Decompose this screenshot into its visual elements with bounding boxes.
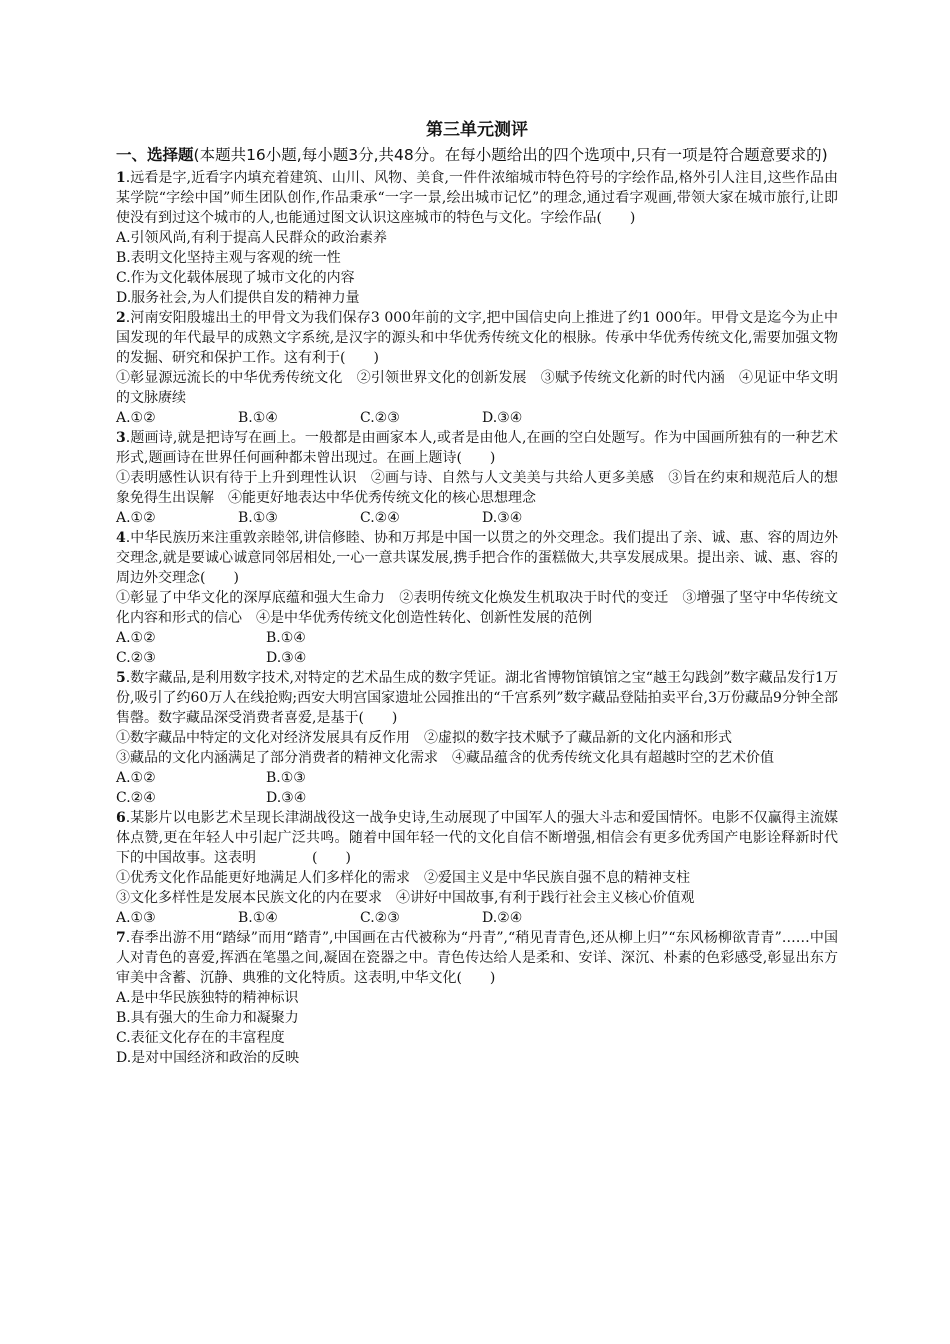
- question-4: [116, 528, 838, 668]
- page-title: 第三单元测评: [426, 120, 528, 140]
- option-c[interactable]: C.②③: [360, 910, 400, 926]
- option-d[interactable]: D.③④: [482, 410, 523, 426]
- option-d[interactable]: D.②④: [482, 910, 523, 926]
- question-items: ①彰显了中华文化的深厚底蕴和强大生命力 ②表明传统文化焕发生机取决于时代的变迁 ③增强了坚守中华传统文化内容和形式的信心 ④是中华优秀传统文化创造性转化、创新性发展的范例: [116, 590, 838, 626]
- option-a[interactable]: A.是中华民族独特的精神标识: [116, 990, 299, 1006]
- option-d[interactable]: D.③④: [482, 510, 523, 526]
- question-stem: 1.远看是字,近看字内填充着建筑、山川、风物、美食,一件件浓缩城市特色符号的字绘作品,格外引人注目,这些作品由某学院“字绘中国”师生团队创作,作品秉承“一字一景,绘出城市记忆”的理念,通过看字观画,带领大家在城市旅行,让即使没有到过这个城市的人,也能通过图文认识这座城市的特色与文化。字绘作品( ): [116, 170, 838, 226]
- question-stem: 7.春季出游不用“踏绿”而用“踏青”,中国画在古代被称为“丹青”,“稍见青青色,还从柳上归”“东风杨柳欲青青”……中国人对青色的喜爱,挥洒在笔墨之间,凝固在瓷器之中。青色传达给人是柔和、安详、深沉、朴素的色彩感受,彰显出东方审美中含蓄、沉静、典雅的文化特质。这表明,中华文化( ): [116, 930, 838, 986]
- option-a[interactable]: A.①②: [116, 770, 156, 786]
- option-c[interactable]: C.②④: [116, 790, 156, 806]
- question-items: ③文化多样性是发展本民族文化的内在要求 ④讲好中国故事,有利于践行社会主义核心价值观: [116, 890, 695, 906]
- option-row: [116, 408, 838, 428]
- section-label: 一、选择题: [116, 146, 194, 164]
- option-d[interactable]: D.是对中国经济和政治的反映: [116, 1050, 300, 1066]
- question-stem: 2.河南安阳殷墟出土的甲骨文为我们保存3 000年前的文字,把中国信史向上推进了约1 000年。甲骨文是迄今为止中国发现的年代最早的成熟文字系统,是汉字的源头和中华优秀传统文化的根脉。传承中华优秀传统文化,需要加强文物的发掘、研究和保护工作。这有利于( ): [116, 310, 838, 366]
- question-7: [116, 928, 838, 1068]
- question-items: ①彰显源远流长的中华优秀传统文化 ②引领世界文化的创新发展 ③赋予传统文化新的时代内涵 ④见证中华文明的文脉赓续: [116, 370, 838, 406]
- question-items: ①数字藏品中特定的文化对经济发展具有反作用 ②虚拟的数字技术赋予了藏品新的文化内涵和形式: [116, 730, 732, 746]
- option-row: [116, 908, 838, 928]
- option-b[interactable]: B.①④: [238, 910, 278, 926]
- option-b[interactable]: B.①④: [266, 630, 306, 646]
- section-header: [116, 144, 838, 166]
- option-c[interactable]: C.②④: [360, 510, 400, 526]
- option-row: [116, 628, 838, 648]
- question-6: [116, 808, 838, 928]
- question-1: [116, 168, 838, 308]
- question-stem: 4.中华民族历来注重敦亲睦邻,讲信修睦、协和万邦是中国一以贯之的外交理念。我们提出了亲、诚、惠、容的周边外交理念,就是要诚心诚意同邻居相处,一心一意共谋发展,携手把合作的蛋糕做大,共享发展成果。提出亲、诚、惠、容的周边外交理念( ): [116, 530, 838, 586]
- option-row: [116, 788, 838, 808]
- option-a[interactable]: A.①②: [116, 410, 156, 426]
- option-row: [116, 768, 838, 788]
- option-b[interactable]: B.①③: [238, 510, 278, 526]
- option-row: [116, 508, 838, 528]
- question-stem: 3.题画诗,就是把诗写在画上。一般都是由画家本人,或者是由他人,在画的空白处题写。作为中国画所独有的一种艺术形式,题画诗在世界任何画种都未曾出现过。在画上题诗( ): [116, 430, 838, 466]
- option-a[interactable]: A.①②: [116, 630, 156, 646]
- option-d[interactable]: D.③④: [266, 650, 307, 666]
- option-b[interactable]: B.表明文化坚持主观与客观的统一性: [116, 250, 341, 266]
- option-c[interactable]: C.作为文化载体展现了城市文化的内容: [116, 270, 355, 286]
- option-d[interactable]: D.③④: [266, 790, 307, 806]
- question-5: [116, 668, 838, 808]
- option-d[interactable]: D.服务社会,为人们提供自发的精神力量: [116, 290, 360, 306]
- option-a[interactable]: A.①③: [116, 910, 156, 926]
- option-row: [116, 648, 838, 668]
- question-stem: 5.数字藏品,是利用数字技术,对特定的艺术品生成的数字凭证。湖北省博物馆镇馆之宝“越王勾践剑”数字藏品发行1万份,吸引了约60万人在线抢购;西安大明宫国家遗址公园推出的“千宫系列”数字藏品登陆拍卖平台,3万份藏品9分钟全部售罄。数字藏品深受消费者喜爱,是基于( ): [116, 670, 838, 726]
- option-b[interactable]: B.具有强大的生命力和凝聚力: [116, 1010, 299, 1026]
- question-3: [116, 428, 838, 528]
- option-a[interactable]: A.①②: [116, 510, 156, 526]
- option-c[interactable]: C.②③: [116, 650, 156, 666]
- option-a[interactable]: A.引领风尚,有利于提高人民群众的政治素养: [116, 230, 388, 246]
- option-b[interactable]: B.①③: [266, 770, 306, 786]
- question-stem: 6.某影片以电影艺术呈现长津湖战役这一战争史诗,生动展现了中国军人的强大斗志和爱国情怀。电影不仅赢得主流媒体点赞,更在年轻人中引起广泛共鸣。随着中国年轻一代的文化自信不断增强,相信会有更多优秀国产电影诠释新时代下的中国故事。这表明 ( ): [116, 810, 838, 866]
- question-items: ③藏品的文化内涵满足了部分消费者的精神文化需求 ④藏品蕴含的优秀传统文化具有超越时空的艺术价值: [116, 750, 774, 766]
- option-c[interactable]: C.②③: [360, 410, 400, 426]
- question-items: ①表明感性认识有待于上升到理性认识 ②画与诗、自然与人文美美与共给人更多美感 ③旨在约束和规范后人的想象免得生出误解 ④能更好地表达中华优秀传统文化的核心思想理念: [116, 470, 838, 506]
- section-desc: (本题共16小题,每小题3分,共48分。在每小题给出的四个选项中,只有一项是符合题意要求的): [193, 146, 828, 164]
- option-b[interactable]: B.①④: [238, 410, 278, 426]
- option-c[interactable]: C.表征文化存在的丰富程度: [116, 1030, 285, 1046]
- exam-page: [116, 118, 838, 1068]
- question-2: [116, 308, 838, 428]
- question-items: ①优秀文化作品能更好地满足人们多样化的需求 ②爱国主义是中华民族自强不息的精神支柱: [116, 870, 690, 886]
